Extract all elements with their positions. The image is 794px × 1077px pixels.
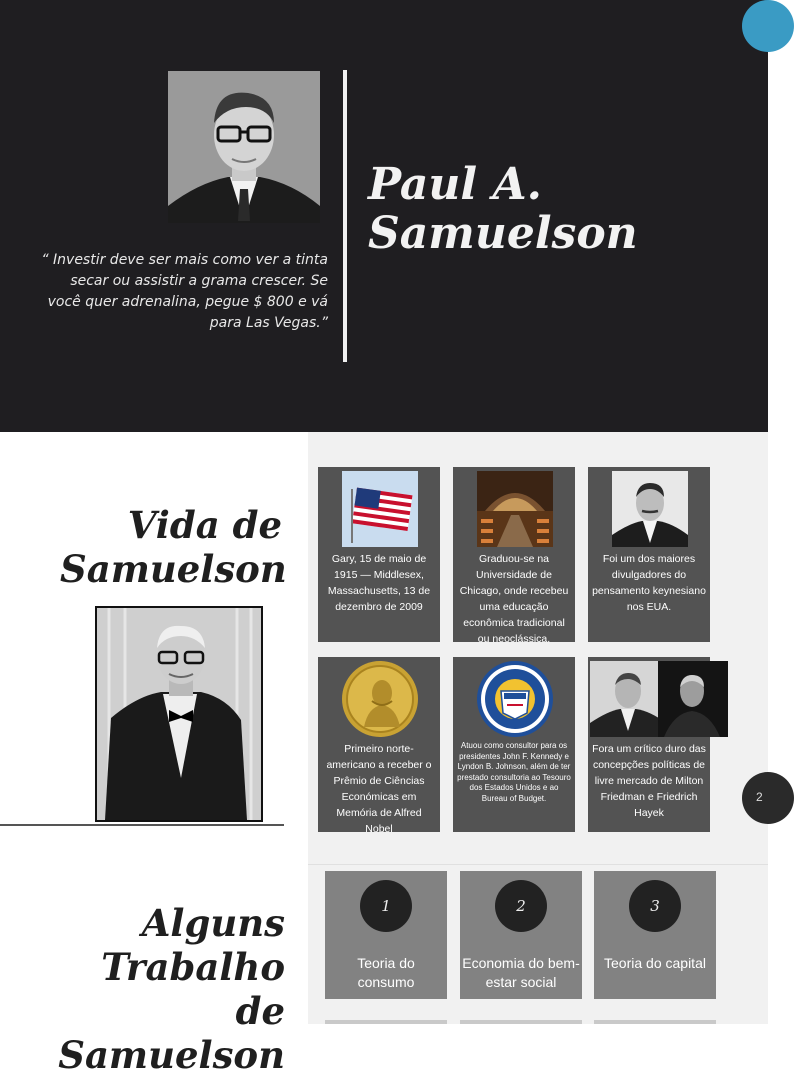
work-label: Economia do bem-estar social [462,955,580,990]
section-separator [308,864,768,865]
treasury-seal-image [477,661,553,737]
life-card-treasury[interactable] [453,657,575,832]
works-section-title: Alguns Trabalho de Samuelson [58,901,285,1077]
work-card-stub [594,1020,716,1024]
us-flag-image [342,471,418,547]
friedman-portrait-image [658,661,728,737]
work-number-badge: 2 [495,880,547,932]
life-card-text: Foi um dos maiores divulgadores do pensamento keynesiano nos EUA. [592,553,706,613]
university-library-image [477,471,553,547]
life-card-education[interactable] [453,467,575,645]
life-card-critic[interactable] [588,657,710,832]
life-section-title: Vida de Samuelson [60,503,287,591]
keynes-portrait-image [612,471,688,547]
life-card-text: Gary, 15 de maio de 1915 — Middlesex, Massachusetts, 13 de dezembro de 2009 [327,553,431,613]
next-slide-label: 2 [756,790,763,804]
samuelson-portrait [168,71,320,223]
samuelson-quote: “ Investir deve ser mais como ver a tinta secar ou assistir a grama crescer. Se você quer adrenalina, pegue $ 800 e vá para Las Vegas.” [41,252,328,331]
work-card-consumo[interactable] [325,871,447,999]
work-card-bem-estar[interactable] [460,871,582,999]
work-number-badge: 3 [629,880,681,932]
work-card-stub [325,1020,447,1024]
life-card-text: Atuou como consultor para os presidentes John F. Kennedy e Lyndon B. Johnson, além de ter prestado consultoria ao Tesouro dos Estados Unidos e ao Bureau of Budget. [457,741,571,803]
nobel-medal-image [342,661,418,737]
life-card-text: Graduou-se na Universidade de Chicago, onde recebeu uma educação econômica tradicional ou neoclássica. [459,553,569,645]
life-card-birth[interactable] [318,467,440,642]
work-label: Teoria do capital [604,955,706,971]
hero-section [0,0,768,432]
hayek-portrait-image [590,661,666,737]
section-underline [0,824,284,826]
life-card-keynes[interactable] [588,467,710,642]
hero-divider [343,70,347,362]
page-title: Paul A. Samuelson [368,159,638,259]
work-label: Teoria do consumo [357,955,415,990]
work-card-stub [460,1020,582,1024]
work-card-capital[interactable] [594,871,716,999]
work-number-badge: 1 [360,880,412,932]
life-card-text: Primeiro norte-americano a receber o Prêmio de Ciências Económicas em Memória de Alfred Nobel [326,743,432,835]
life-card-text: Fora um crítico duro das concepções políticas de livre mercado de Milton Friedman e Friedrich Hayek [592,743,706,819]
life-card-nobel[interactable] [318,657,440,835]
menu-dot-button[interactable] [742,0,794,52]
next-slide-button[interactable] [742,772,794,824]
samuelson-elderly-photo [95,606,263,822]
